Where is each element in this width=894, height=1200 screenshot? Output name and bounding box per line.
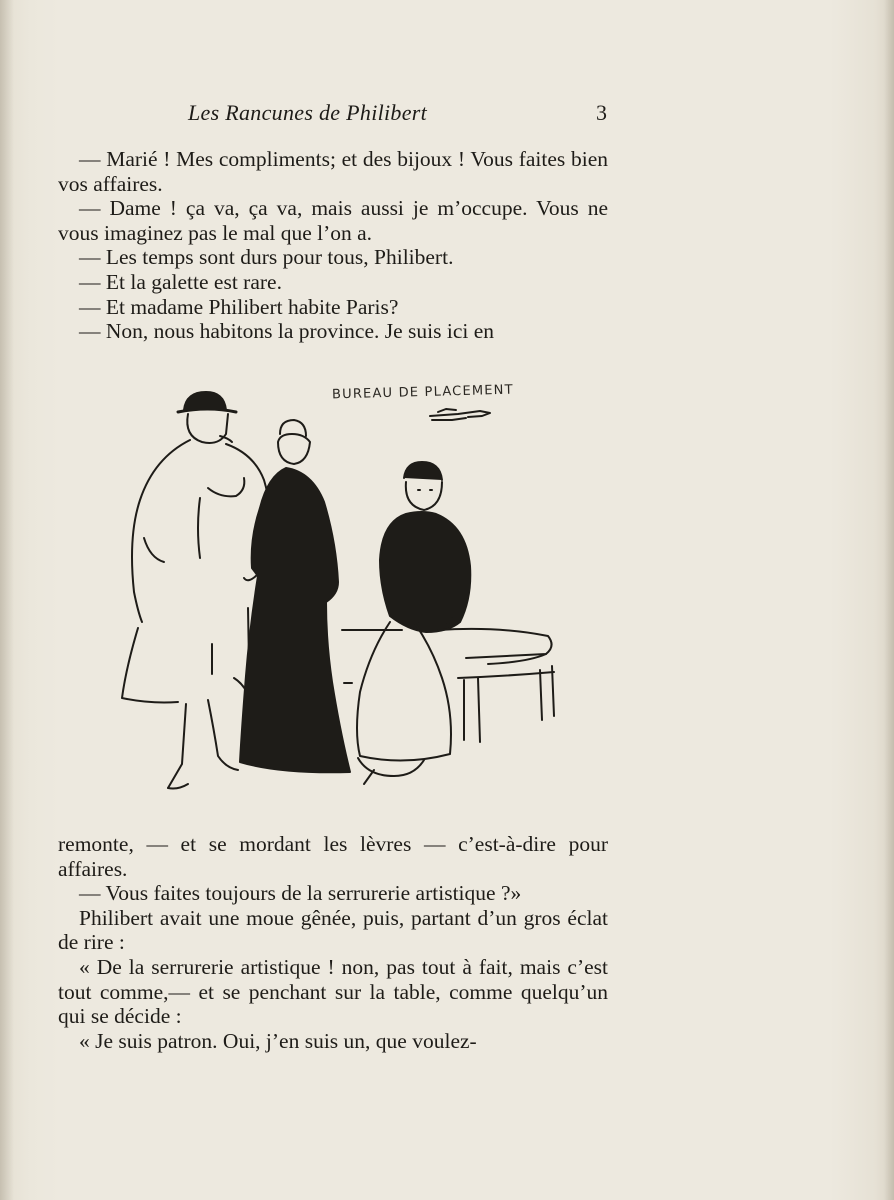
text-block-bottom xyxy=(58,832,608,1053)
sign-text: BUREAU DE PLACEMENT xyxy=(331,382,514,403)
paragraph: Philibert avait une moue gênée, puis, partant d’un gros éclat de rire : xyxy=(58,905,608,955)
paragraph: remonte, — et se mordant les lèvres — c’est-à-dire pour affaires. xyxy=(58,832,608,881)
paragraph: — Marié ! Mes compliments; et des bijoux ! Vous faites bien vos affaires. xyxy=(58,147,608,196)
running-head-title: Les Rancunes de Philibert xyxy=(188,100,428,125)
paragraph: — Non, nous habitons la province. Je suis ici en xyxy=(79,319,495,344)
woman-in-black-figure xyxy=(240,420,350,772)
paragraph: « De la serrurerie artistique ! non, pas tout à fait, mais c’est tout comme,— et se penchant sur la table, comme quelqu’un qui se décide : xyxy=(58,954,608,1029)
paragraph: « Je suis patron. Oui, j’en suis un, que voulez- xyxy=(79,1028,477,1053)
seated-woman-figure xyxy=(357,462,470,784)
page-gutter-shadow xyxy=(0,0,14,1200)
page-number: 3 xyxy=(596,100,607,125)
paragraph: — Et la galette est rare. xyxy=(79,269,282,294)
paragraph: — Dame ! ça va, ça va, mais aussi je m’occupe. Vous ne vous imaginez pas le mal que l’on a. xyxy=(58,196,608,245)
text-block-top xyxy=(58,147,608,344)
page-edge-shadow xyxy=(884,0,894,1200)
illustration xyxy=(108,378,578,813)
paragraph: — Et madame Philibert habite Paris? xyxy=(79,294,399,319)
paragraph: — Vous faites toujours de la serrurerie artistique ?» xyxy=(79,881,522,906)
pointing-hand-icon xyxy=(430,409,490,420)
bench-drawing xyxy=(438,629,554,742)
paragraph: — Les temps sont durs pour tous, Philibert. xyxy=(79,245,454,270)
